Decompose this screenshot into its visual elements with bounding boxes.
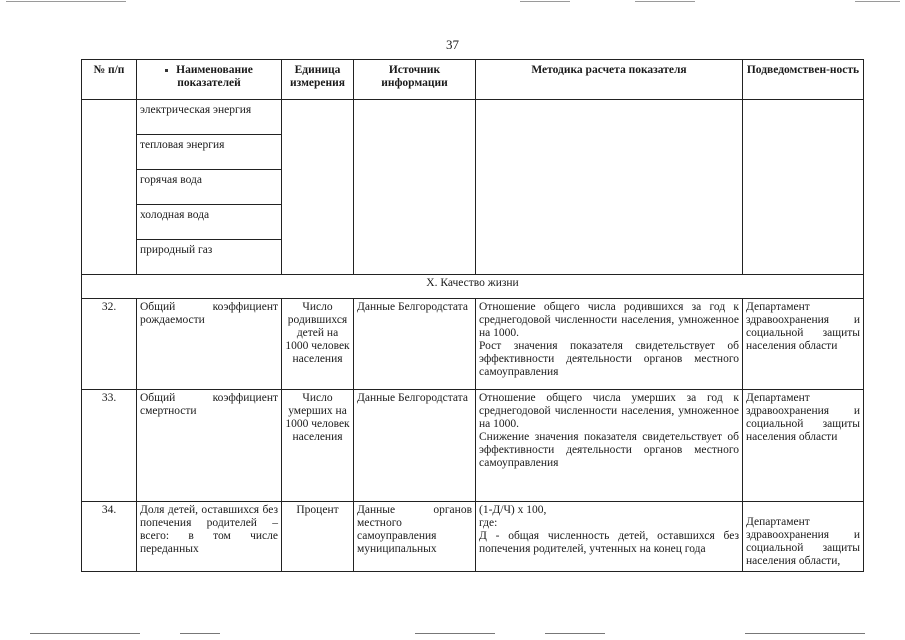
header-unit: Единица измерения [282, 60, 354, 100]
section-title: X. Качество жизни [82, 275, 864, 299]
header-source: Источник информации [354, 60, 476, 100]
row-name: Общий коэффициент смертности [137, 390, 282, 502]
method-note: Рост значения показателя свидетельствует об эффективности деятельности органов местного самоуправления [479, 340, 739, 378]
table-row [82, 502, 864, 572]
row-dept: Департамент здравоохранения и социальной защиты населения области [743, 299, 864, 390]
method-note: Снижение значения показателя свидетельствует об эффективности деятельности органов местного самоуправления [479, 431, 739, 469]
method-definition: Д - общая численность детей, оставшихся без попечения родителей, учтенных на конец года [479, 530, 739, 555]
table-header-row [82, 60, 864, 100]
row-method [476, 390, 743, 502]
header-name-label: Наименование показателей [176, 64, 253, 89]
resource-name: холодная вода [137, 205, 282, 240]
method-text: Отношение общего числа умерших за год к среднегодовой численности населения, умноженное на 1000. [479, 392, 739, 430]
bottom-edge-line [30, 633, 140, 634]
top-edge-line [855, 1, 900, 2]
empty-num-cell [82, 100, 137, 275]
method-formula: (1-Д/Ч) x 100, [479, 504, 547, 516]
stray-mark [165, 69, 168, 72]
empty-method-cell [476, 100, 743, 275]
bottom-edge-line [545, 633, 605, 634]
empty-dept-cell [743, 100, 864, 275]
row-unit: Число родившихся детей на 1000 человек населения [282, 299, 354, 390]
row-num: 34. [82, 502, 137, 572]
row-source: Данные органов местного самоуправления муниципальных [354, 502, 476, 572]
resource-name: тепловая энергия [137, 135, 282, 170]
table-row [82, 299, 864, 390]
row-unit: Число умерших на 1000 человек населения [282, 390, 354, 502]
method-text: Отношение общего числа родившихся за год к среднегодовой численности населения, умноженное на 1000. [479, 301, 739, 339]
row-method [476, 299, 743, 390]
top-edge-line [6, 1, 126, 2]
top-edge-line [520, 1, 570, 2]
section-row [82, 275, 864, 299]
row-unit: Процент [282, 502, 354, 572]
resource-name: горячая вода [137, 170, 282, 205]
table-row [82, 390, 864, 502]
empty-unit-cell [282, 100, 354, 275]
row-dept: Департамент здравоохранения и социальной защиты населения области [743, 390, 864, 502]
method-where: где: [479, 517, 498, 529]
bottom-edge-line [415, 633, 495, 634]
row-dept-text: Департамент здравоохранения и социальной защиты населения области, [746, 516, 860, 567]
indicator-table [81, 59, 864, 572]
row-name: Доля детей, оставшихся без попечения родителей – всего: в том числе переданных [137, 502, 282, 572]
row-dept [743, 502, 864, 572]
header-dept: Подведомствен-ность [743, 60, 864, 100]
header-name [137, 60, 282, 100]
resource-row [82, 100, 864, 135]
row-num: 33. [82, 390, 137, 502]
row-source: Данные Белгородстата [354, 299, 476, 390]
row-source: Данные Белгородстата [354, 390, 476, 502]
header-method: Методика расчета показателя [476, 60, 743, 100]
page-number: 37 [446, 37, 459, 52]
row-name: Общий коэффициент рождаемости [137, 299, 282, 390]
row-method [476, 502, 743, 572]
resource-name: электрическая энергия [137, 100, 282, 135]
top-edge-line [635, 1, 695, 2]
resource-name: природный газ [137, 240, 282, 275]
empty-source-cell [354, 100, 476, 275]
header-num: № п/п [82, 60, 137, 100]
row-num: 32. [82, 299, 137, 390]
bottom-edge-line [180, 633, 220, 634]
bottom-edge-line [745, 633, 865, 634]
